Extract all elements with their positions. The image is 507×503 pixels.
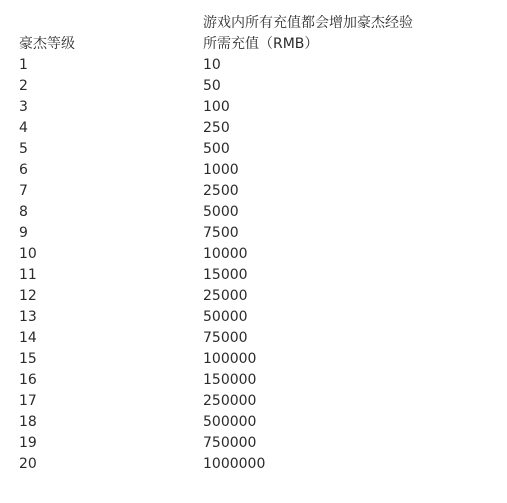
- table-row: [19, 286, 489, 307]
- recharge-note: 游戏内所有充值都会增加豪杰经验: [203, 15, 413, 31]
- table-row: [19, 181, 489, 202]
- recharge-cell: 15000: [203, 267, 248, 283]
- table-row: [19, 307, 489, 328]
- level-cell: 13: [19, 309, 37, 325]
- recharge-cell: 50000: [203, 309, 248, 325]
- level-cell: 14: [19, 330, 37, 346]
- level-column-header: 豪杰等级: [19, 36, 75, 52]
- recharge-cell: 150000: [203, 372, 257, 388]
- recharge-cell: 25000: [203, 288, 248, 304]
- recharge-cell: 1000000: [203, 456, 266, 472]
- table-row: [19, 139, 489, 160]
- level-cell: 9: [19, 225, 28, 241]
- recharge-cell: 250: [203, 120, 230, 136]
- table-row: [19, 202, 489, 223]
- recharge-cell: 500000: [203, 414, 257, 430]
- level-cell: 8: [19, 204, 28, 220]
- table-row: [19, 391, 489, 412]
- recharge-header-label: 所需充值（RMB）: [203, 36, 319, 52]
- table-row: [19, 76, 489, 97]
- recharge-cell: 500: [203, 141, 230, 157]
- recharge-cell: 75000: [203, 330, 248, 346]
- table-row: [19, 370, 489, 391]
- recharge-cell: 1000: [203, 162, 239, 178]
- hero-level-table: [19, 13, 489, 475]
- level-cell: 19: [19, 435, 37, 451]
- level-cell: 16: [19, 372, 37, 388]
- recharge-cell: 2500: [203, 183, 239, 199]
- level-cell: 1: [19, 57, 28, 73]
- level-cell: 6: [19, 162, 28, 178]
- table-row: [19, 97, 489, 118]
- table-row: [19, 160, 489, 181]
- recharge-cell: 50: [203, 78, 221, 94]
- level-cell: 5: [19, 141, 28, 157]
- table-row: [19, 265, 489, 286]
- level-cell: 17: [19, 393, 37, 409]
- table-row: [19, 412, 489, 433]
- level-cell: 20: [19, 456, 37, 472]
- table-row: [19, 118, 489, 139]
- table-row: [19, 244, 489, 265]
- recharge-cell: 5000: [203, 204, 239, 220]
- table-row: [19, 328, 489, 349]
- level-cell: 2: [19, 78, 28, 94]
- level-cell: 15: [19, 351, 37, 367]
- table-header-row: [19, 13, 489, 55]
- level-cell: 12: [19, 288, 37, 304]
- table-row: [19, 433, 489, 454]
- level-cell: 18: [19, 414, 37, 430]
- level-cell: 4: [19, 120, 28, 136]
- table-row: [19, 55, 489, 76]
- level-cell: 3: [19, 99, 28, 115]
- recharge-cell: 7500: [203, 225, 239, 241]
- recharge-cell: 10000: [203, 246, 248, 262]
- table-row: [19, 454, 489, 475]
- level-cell: 7: [19, 183, 28, 199]
- level-cell: 10: [19, 246, 37, 262]
- recharge-cell: 250000: [203, 393, 257, 409]
- recharge-column-header: [203, 13, 489, 55]
- table-row: [19, 349, 489, 370]
- recharge-cell: 100: [203, 99, 230, 115]
- level-cell: 11: [19, 267, 37, 283]
- recharge-cell: 100000: [203, 351, 257, 367]
- recharge-cell: 10: [203, 57, 221, 73]
- recharge-cell: 750000: [203, 435, 257, 451]
- table-row: [19, 223, 489, 244]
- table-body: [19, 55, 489, 475]
